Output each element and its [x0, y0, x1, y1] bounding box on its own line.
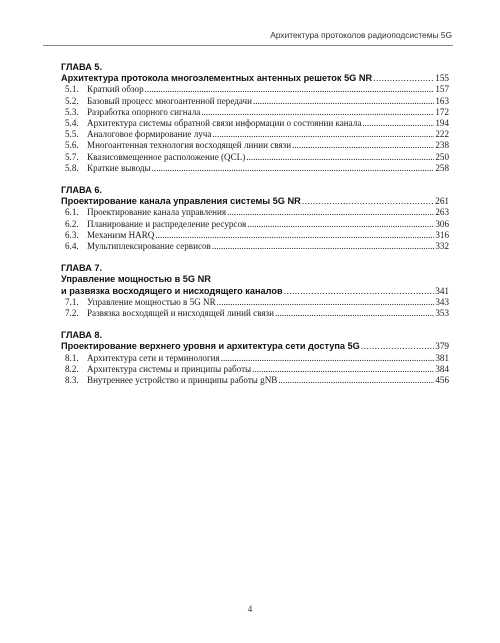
section-number: 5.7. — [65, 151, 79, 162]
section-number: 5.1. — [65, 84, 79, 95]
section-page: 353 — [435, 308, 449, 319]
dot-leader — [275, 308, 434, 319]
chapter-8 — [61, 330, 449, 386]
section-title: Управление мощностью в 5G NR — [87, 296, 216, 307]
chapter-title: Архитектура протокола многоэлементных антенных решеток 5G NR — [61, 73, 373, 84]
dot-leader — [362, 118, 434, 129]
section-number: 7.2. — [65, 308, 79, 319]
section-number: 5.3. — [65, 106, 79, 117]
toc-entry[interactable] — [61, 84, 449, 95]
section-page: 250 — [435, 151, 449, 162]
chapter-label: ГЛАВА 6. — [61, 185, 103, 196]
section-title: Внутреннее устройство и принципы работы gNB — [87, 375, 278, 386]
toc-entry[interactable] — [61, 118, 449, 129]
chapter-7 — [61, 263, 449, 319]
dot-leader — [278, 375, 434, 386]
section-title: Многоантенная технология восходящей линии связи — [87, 140, 292, 151]
toc-entry[interactable] — [61, 353, 449, 364]
chapter-label: ГЛАВА 8. — [61, 330, 103, 341]
toc-entry[interactable] — [61, 297, 449, 308]
section-title: Мультиплексирование сервисов — [87, 241, 211, 252]
section-number: 6.2. — [65, 218, 79, 229]
dot-leader — [361, 341, 434, 352]
section-title: Архитектура сети и терминология — [87, 352, 220, 363]
toc-entry[interactable] — [61, 230, 449, 241]
section-number: 6.4. — [65, 241, 79, 252]
section-number: 8.3. — [65, 375, 79, 386]
section-title: Проектирование канала управления — [87, 207, 227, 218]
toc-entry[interactable] — [61, 241, 449, 252]
section-number: 5.6. — [65, 140, 79, 151]
section-title: Краткий обзор — [87, 84, 144, 95]
section-page: 263 — [435, 207, 449, 218]
toc-entry[interactable] — [61, 96, 449, 107]
section-page: 172 — [435, 106, 449, 117]
chapter-title: Проектирование верхнего уровня и архитектура сети доступа 5G — [61, 341, 360, 352]
dot-leader — [145, 84, 435, 95]
section-page: 316 — [435, 229, 449, 240]
running-header: Архитектура протоколов радиоподсистемы 5G — [270, 30, 452, 40]
section-page: 306 — [435, 218, 449, 229]
section-title: Архитектура системы обратной связи информации о состоянии канала — [87, 118, 362, 129]
section-number: 8.2. — [65, 363, 79, 374]
section-number: 6.3. — [65, 229, 79, 240]
section-number: 5.8. — [65, 162, 79, 173]
toc-entry[interactable] — [61, 308, 449, 319]
section-title: Архитектура системы и принципы работы — [87, 363, 252, 374]
chapter-title-line[interactable] — [61, 196, 449, 207]
chapter-page: 155 — [435, 73, 449, 84]
section-title: Развязка восходящей и нисходящей линий связи — [87, 308, 275, 319]
section-title: Механизм HARQ — [87, 229, 155, 240]
section-page: 384 — [435, 363, 449, 374]
chapter-page: 379 — [435, 341, 449, 352]
section-title: Разработка опорного сигнала — [87, 106, 201, 117]
section-number: 5.5. — [65, 129, 79, 140]
chapter-title-line[interactable] — [61, 73, 449, 84]
toc-entry[interactable] — [61, 140, 449, 151]
dot-leader — [284, 286, 435, 297]
section-page: 163 — [435, 95, 449, 106]
dot-leader — [221, 353, 435, 364]
chapter-page: 261 — [435, 196, 449, 207]
chapter-6 — [61, 185, 449, 252]
section-page: 381 — [435, 352, 449, 363]
section-page: 258 — [435, 162, 449, 173]
chapter-title-line[interactable] — [61, 286, 449, 297]
chapter-title-line[interactable] — [61, 341, 449, 352]
dot-leader — [152, 163, 435, 174]
table-of-contents — [61, 62, 449, 397]
section-page: 332 — [435, 241, 449, 252]
chapter-title: Проектирование канала управления системы 5G NR — [61, 196, 301, 207]
toc-entry[interactable] — [61, 364, 449, 375]
dot-leader — [252, 364, 434, 375]
section-page: 157 — [435, 84, 449, 95]
chapter-5 — [61, 62, 449, 174]
dot-leader — [227, 207, 434, 218]
chapter-page: 341 — [435, 285, 449, 296]
dot-leader — [217, 297, 435, 308]
chapter-label: ГЛАВА 5. — [61, 62, 103, 72]
toc-entry[interactable] — [61, 375, 449, 386]
section-number: 6.1. — [65, 207, 79, 218]
section-title: Планирование и распределение ресурсов — [87, 218, 247, 229]
chapter-title: и развязка восходящего и нисходящего каналов — [61, 285, 283, 296]
dot-leader — [292, 140, 434, 151]
dot-leader — [212, 129, 434, 140]
section-number: 8.1. — [65, 352, 79, 363]
toc-entry[interactable] — [61, 107, 449, 118]
header-rule — [43, 45, 453, 46]
toc-entry[interactable] — [61, 129, 449, 140]
section-title: Базовый процесс многоантенной передачи — [87, 95, 252, 106]
dot-leader — [247, 219, 434, 230]
section-title: Краткие выводы — [87, 162, 151, 173]
section-title: Квазисовмещенное расположение (QCL) — [87, 151, 246, 162]
dot-leader — [253, 96, 434, 107]
dot-leader — [155, 230, 434, 241]
section-page: 222 — [435, 129, 449, 140]
section-page: 238 — [435, 140, 449, 151]
section-title: Аналоговое формирование луча — [87, 129, 212, 140]
dot-leader — [302, 196, 434, 207]
toc-entry[interactable] — [61, 163, 449, 174]
dot-leader — [373, 73, 434, 84]
section-number: 5.4. — [65, 118, 79, 129]
section-page: 343 — [435, 296, 449, 307]
page-number: 4 — [247, 604, 253, 614]
section-page: 194 — [435, 118, 449, 129]
chapter-title-line-1[interactable]: Управление мощностью в 5G NR — [61, 274, 211, 285]
section-number: 5.2. — [65, 95, 79, 106]
toc-entry[interactable] — [61, 219, 449, 230]
dot-leader — [201, 107, 434, 118]
chapter-label: ГЛАВА 7. — [61, 263, 103, 274]
section-number: 7.1. — [65, 296, 79, 307]
dot-leader — [212, 241, 435, 252]
toc-entry[interactable] — [61, 207, 449, 218]
section-page: 456 — [435, 375, 449, 386]
dot-leader — [246, 152, 434, 163]
toc-entry[interactable] — [61, 152, 449, 163]
